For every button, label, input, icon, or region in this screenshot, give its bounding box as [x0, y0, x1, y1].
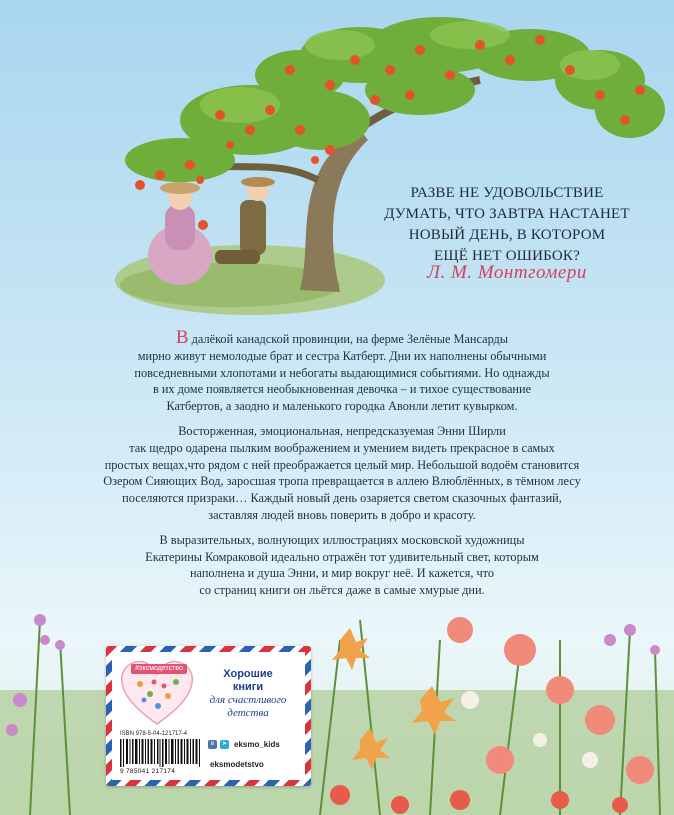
social-links	[208, 740, 280, 749]
quote-author: Л. М. Монтгомери	[427, 262, 587, 283]
epigraph-quote	[372, 183, 642, 267]
barcode-icon	[120, 739, 202, 767]
drop-cap: В	[175, 327, 189, 348]
heart-logo	[118, 656, 196, 728]
publisher-sticker	[106, 646, 311, 786]
paragraph-3: В выразительных, волнующих иллюстрациях московской художницы Екатерины Комраковой идеально отражён тот удивительный свет, которым наполнена и душа Энни, и мир вокруг неё. И кажется, что со страниц книги он льётся даже в самые хмурые дни.	[145, 532, 539, 598]
paragraph-1: В далёкой канадской провинции, на ферме Зелёные Мансарды мирно живут немолодые брат и сестра Катберт. Дни их наполнены обычными повседневными хлопотами и небогаты выдающимися событиями. Но однажды в их доме появляется необыкновенная девочка – и тихое существование Катбертов, а заодно и маленького городка Авонли летит кувырком.	[134, 327, 550, 414]
barcode-number: 9 785041 217174	[120, 768, 176, 775]
isbn-label: ISBN 978-5-04-121717-4	[120, 731, 188, 737]
flower-meadow	[0, 614, 674, 815]
paragraph-2: Восторженная, эмоциональная, непредсказуемая Энни Ширли так щедро одарена пылким воображением и умением видеть прекрасное в самых простых вещах,что рядом с ней преображается целый мир. Небольшой водоём становится Озером Сияющих Вод, заросшая тропа превращается в аллею Влюблённых, в тёмном лесу поселяются призраки… Каждый новый день озаряется светом сказочных фантазий, заставляя людей вновь поверить в добро и красоту.	[103, 423, 581, 522]
heart-tag-label: #эксмодетство	[131, 664, 187, 674]
annotation-text	[92, 327, 592, 607]
quote-line: ЕЩЁ НЕТ ОШИБОК?	[434, 248, 580, 264]
website-label[interactable]: eksmodetstvo	[210, 760, 264, 769]
vk-icon[interactable]: в	[208, 740, 217, 749]
quote-line: ДУМАТЬ, ЧТО ЗАВТРА НАСТАНЕТ	[384, 206, 630, 222]
publisher-slogan: Хорошие книги для счастливого детства	[209, 668, 287, 719]
quote-line: НОВЫЙ ДЕНЬ, В КОТОРОМ	[408, 227, 606, 243]
quote-line: РАЗВЕ НЕ УДОВОЛЬСТВИЕ	[410, 185, 604, 201]
telegram-icon[interactable]: ➤	[221, 741, 228, 747]
social-handle[interactable]: eksmo_kids	[234, 740, 280, 749]
